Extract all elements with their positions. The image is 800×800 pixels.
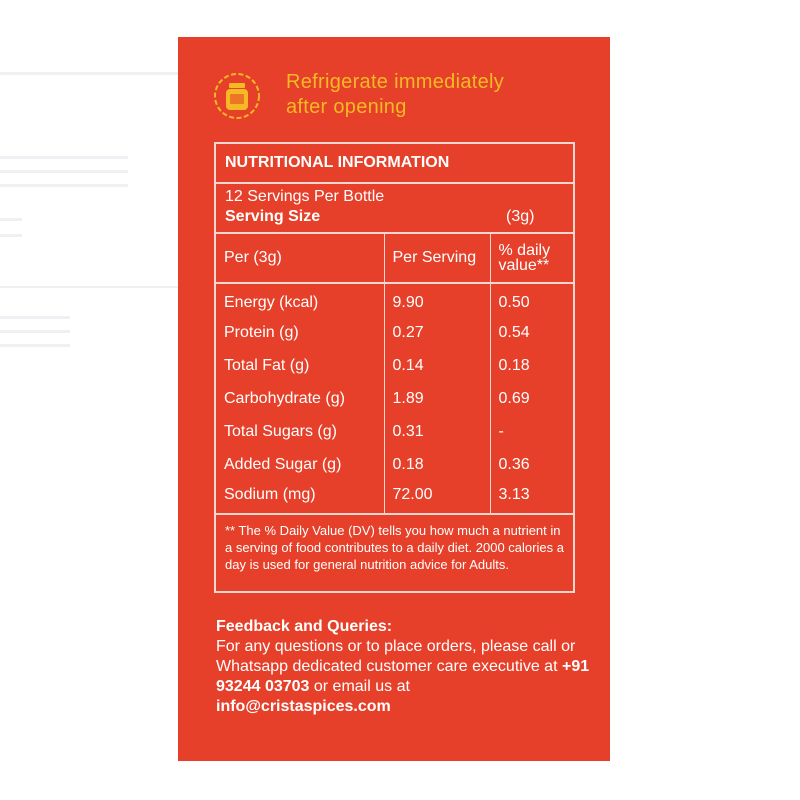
- refrigerate-line-2: after opening: [286, 96, 407, 118]
- nutrient-daily-value: 0.69: [490, 382, 573, 415]
- nutrient-name: Carbohydrate (g): [224, 389, 345, 407]
- feedback-body-tail: or email us at: [309, 678, 410, 695]
- table-row: [216, 481, 573, 514]
- nutrient-per-serving: 0.18: [384, 448, 490, 481]
- background-artifact: [0, 316, 70, 319]
- background-artifact: [0, 72, 178, 75]
- nutrient-name: Total Sugars (g): [224, 422, 337, 440]
- refrigerate-line-1: Refrigerate immediately: [286, 71, 505, 93]
- nutrient-per-serving: 9.90: [384, 283, 490, 316]
- background-artifact: [0, 344, 70, 347]
- table-row: [216, 283, 573, 316]
- nutrient-per-serving: 0.31: [384, 415, 490, 448]
- feedback-body: [216, 637, 596, 697]
- nutrition-table: [216, 232, 573, 515]
- nutrient-daily-value: 0.54: [490, 316, 573, 349]
- nutrient-per-serving: 1.89: [384, 382, 490, 415]
- nutrient-name: Sodium (mg): [216, 481, 384, 514]
- table-row: [216, 349, 573, 382]
- nutrient-daily-value: 0.18: [490, 349, 573, 382]
- jar-snowflake-icon: [213, 72, 261, 120]
- feedback-phone: +91 93244 03703: [216, 658, 590, 695]
- nutrient-daily-value: 0.50: [490, 283, 573, 316]
- table-row: [216, 415, 573, 448]
- serving-size-label: Serving Size: [225, 208, 321, 225]
- nutrient-daily-value: 0.36: [490, 448, 573, 481]
- feedback-section: [216, 617, 596, 717]
- nutrient-name: Total Fat (g): [224, 356, 310, 374]
- nutrient-name: Protein (g): [224, 323, 299, 341]
- serving-size-value: (3g): [506, 208, 535, 225]
- refrigerate-notice: [210, 67, 550, 127]
- background-artifact: [0, 170, 128, 173]
- nutrient-per-serving: 72.00: [384, 481, 490, 514]
- background-artifact: [0, 218, 22, 221]
- table-header-row: [216, 233, 573, 283]
- nutrition-header: [216, 144, 573, 184]
- nutrient-per-serving: 0.14: [384, 349, 490, 382]
- background-artifact: [0, 156, 128, 159]
- nutrition-title: NUTRITIONAL INFORMATION: [225, 154, 450, 171]
- background-artifact: [0, 286, 178, 288]
- feedback-body-text: For any questions or to place orders, please call or Whatsapp dedicated customer care executive at: [216, 638, 576, 675]
- product-label: [178, 37, 610, 761]
- table-row: [216, 448, 573, 481]
- nutrient-name: Added Sugar (g): [224, 455, 342, 473]
- column-header-daily-value: % daily value**: [490, 233, 573, 283]
- nutrient-name: Energy (kcal): [224, 294, 319, 311]
- table-row: [216, 316, 573, 349]
- column-header-per-serving: Per Serving: [384, 233, 490, 283]
- column-header-per: Per (3g): [224, 249, 282, 266]
- servings-per-bottle: 12 Servings Per Bottle: [225, 188, 385, 205]
- nutrient-per-serving: 0.27: [384, 316, 490, 349]
- feedback-title: Feedback and Queries:: [216, 618, 393, 635]
- nutrient-daily-value: -: [490, 415, 573, 448]
- table-row: [216, 382, 573, 415]
- nutrient-daily-value: 3.13: [490, 481, 573, 514]
- background-artifact: [0, 184, 128, 187]
- background-artifact: [0, 330, 70, 333]
- background-artifact: [0, 234, 22, 237]
- nutrition-panel: [214, 142, 575, 593]
- refrigerate-text: [286, 70, 504, 120]
- feedback-email: info@cristaspices.com: [216, 698, 391, 715]
- daily-value-footnote: ** The % Daily Value (DV) tells you how much a nutrient in a serving of food contributes to a daily diet. 2000 calories a day is used for general nutrition advice for Adults.: [225, 523, 564, 572]
